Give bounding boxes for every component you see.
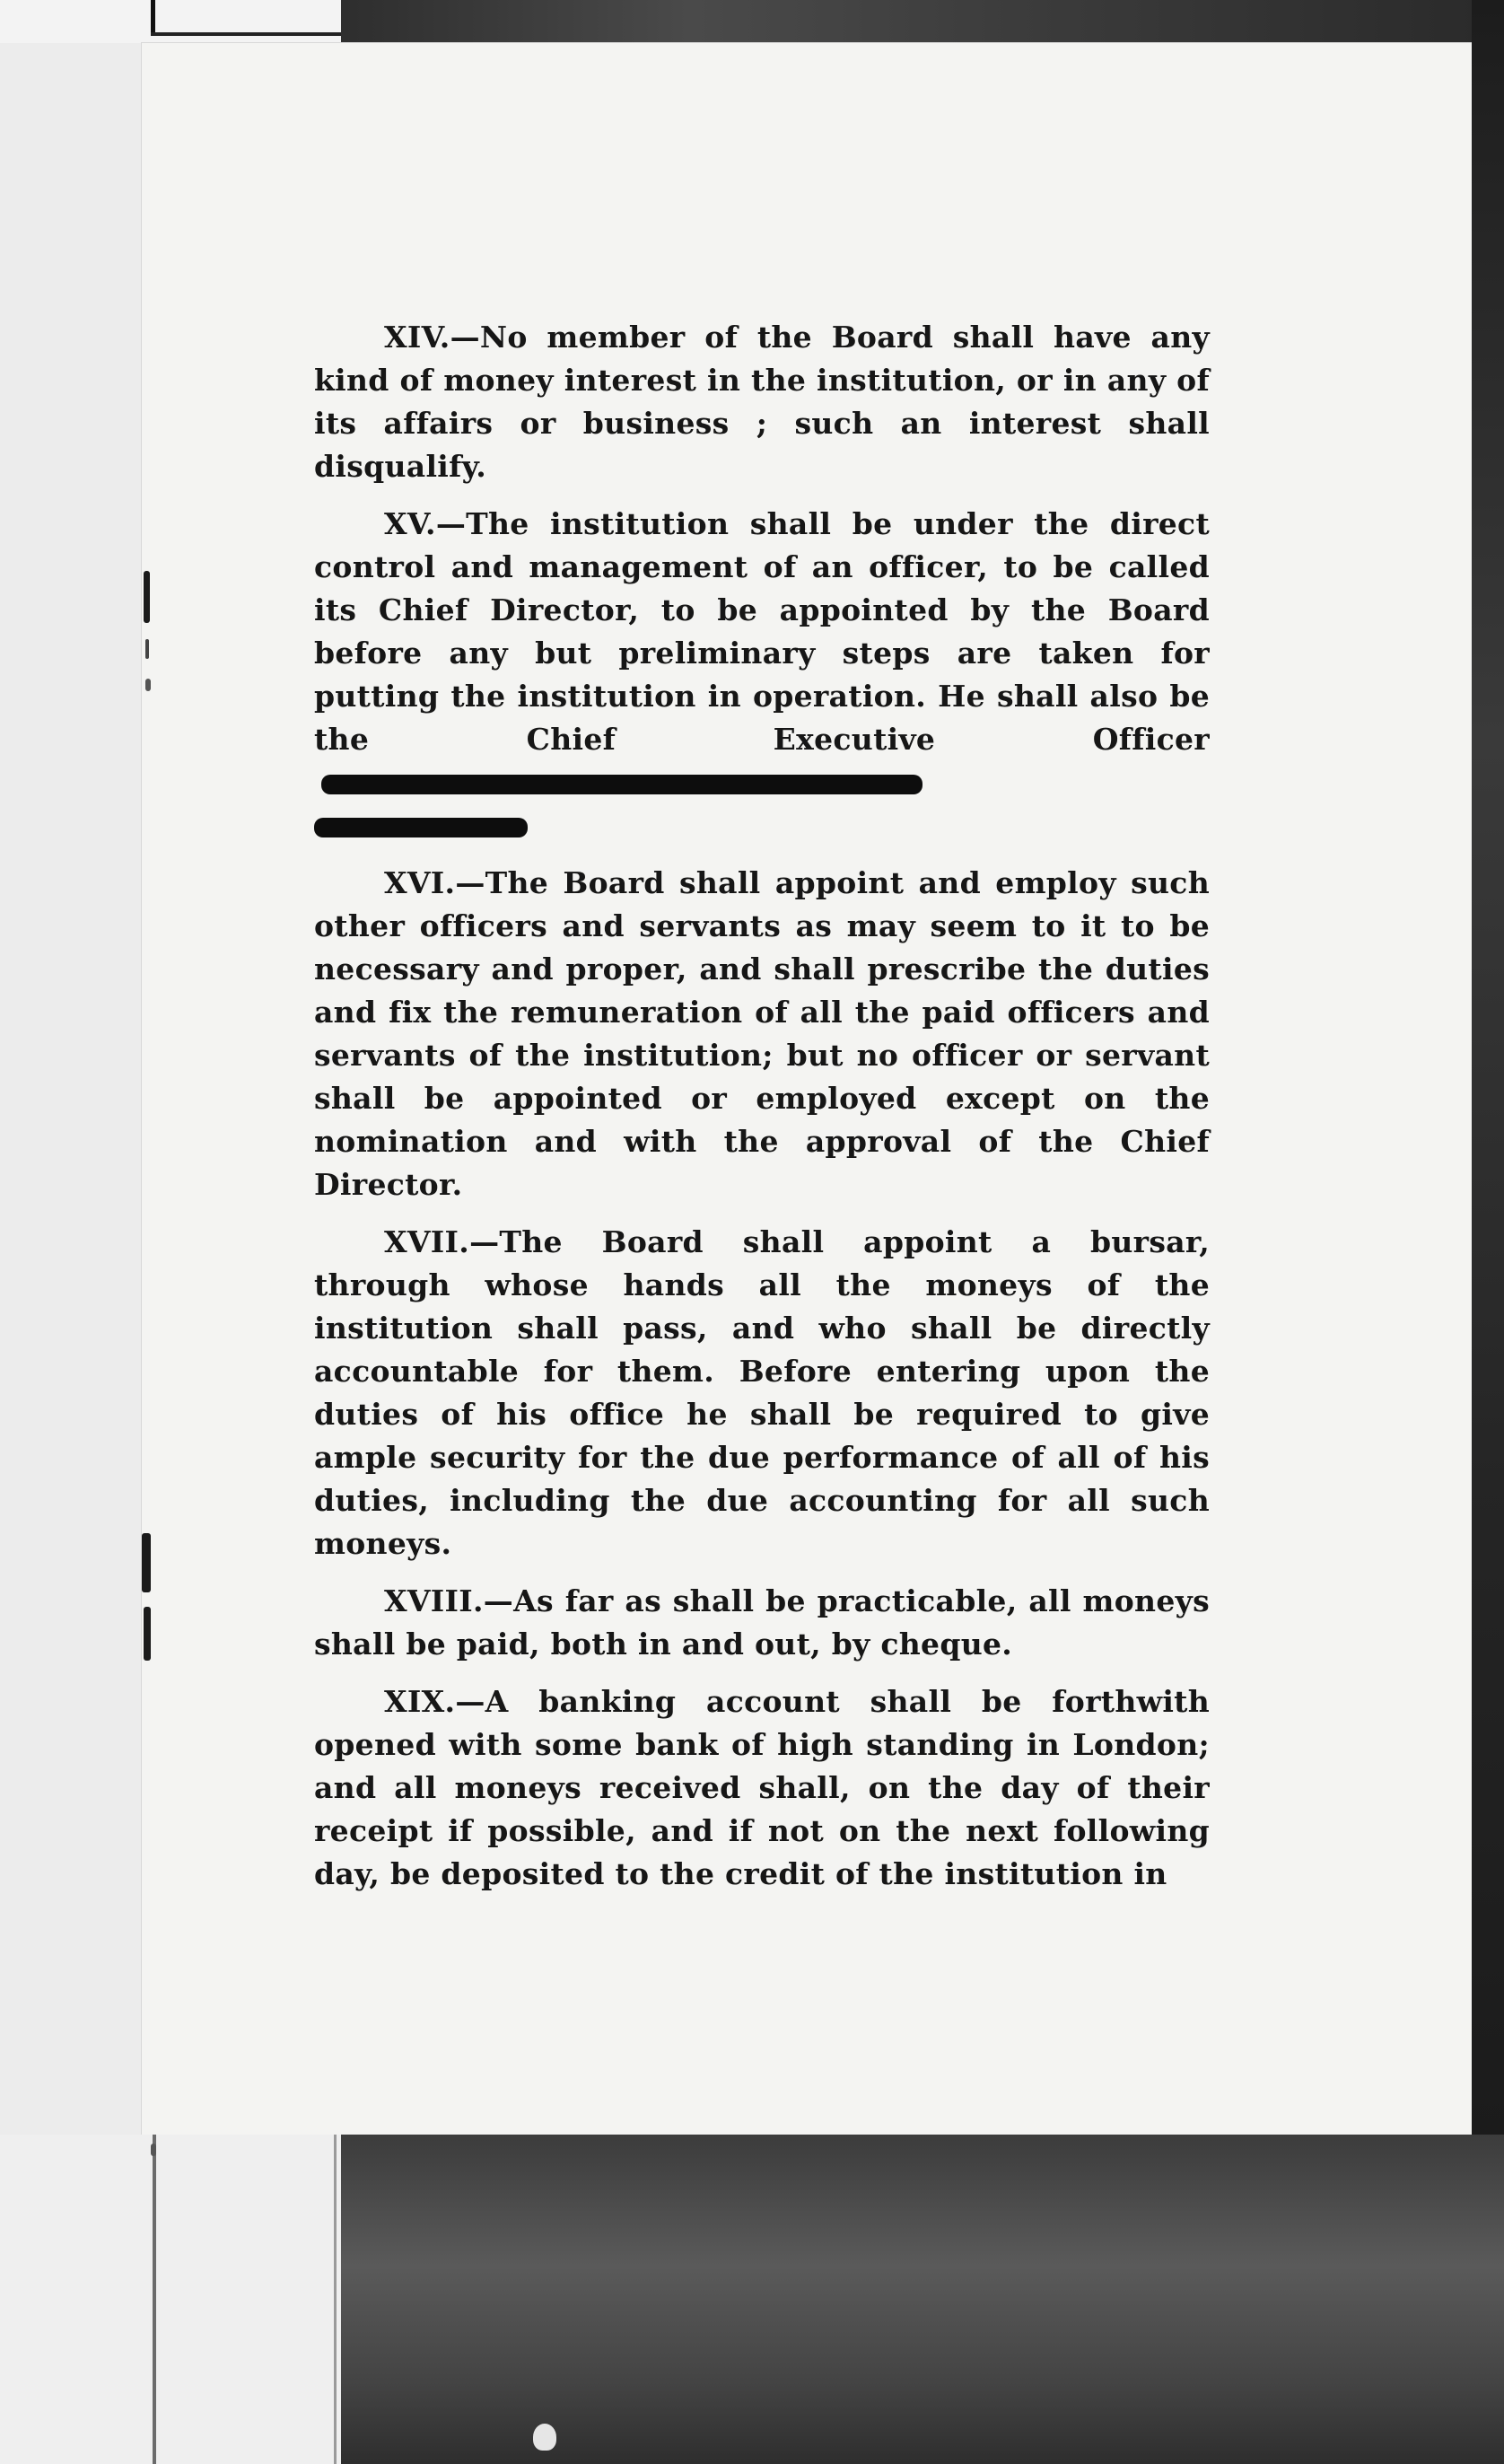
film-backing-top — [341, 0, 1504, 43]
redaction-mark — [314, 818, 528, 837]
redaction-mark — [321, 775, 923, 794]
margin-rule-top — [151, 0, 155, 34]
film-spot — [533, 2424, 556, 2451]
film-backing-right — [1472, 0, 1504, 2464]
clause-xvii-text: XVII.—The Board shall appoint a bursar, through whose hands all the moneys of the institution shall pass, and who shall be directly accountable for them. Before entering upon the duties of his office he shall be required to give ample security for the due performance of all of his duties, including the due accounting for all such moneys. — [314, 1224, 1210, 1561]
margin-rule-bottom-2 — [334, 2135, 337, 2464]
binding-mark — [144, 571, 150, 623]
clause-xviii — [314, 1580, 1210, 1666]
clause-xix — [314, 1680, 1210, 1896]
clause-xix-text: XIX.—A banking account shall be forthwith opened with some bank of high standing in London; and all moneys received shall, on the day of their receipt if possible, and if not on the next following day, be deposited to the credit of the institution in — [314, 1684, 1210, 1891]
clause-xvi-text: XVI.—The Board shall appoint and employ such other officers and servants as may seem to it to be necessary and proper, and shall prescribe the duties and fix the remuneration of all the paid officers and servants of the institution; but no officer or servant shall be appointed or employed except on the nomination and with the approval of the Chief Director. — [314, 865, 1210, 1202]
clause-xvi — [314, 862, 1210, 1206]
binding-mark — [144, 1607, 151, 1661]
page-margin-top-left — [0, 0, 341, 43]
clause-xv-text: XV.—The institution shall be under the direct control and management of an officer, to be called its Chief Director, to be appointed by the Board before any but preliminary steps are taken for putting the institution in operation. He shall also be the Chief Executive Officer — [314, 506, 1210, 757]
document-body — [314, 316, 1210, 1910]
film-backing-bottom — [341, 2135, 1504, 2464]
binding-mark — [151, 2144, 156, 2156]
margin-rule-bottom — [153, 2135, 156, 2464]
binding-mark — [145, 679, 151, 691]
clause-xviii-text: XVIII.—As far as shall be practicable, all moneys shall be paid, both in and out, by cheque. — [314, 1583, 1210, 1662]
binding-mark — [142, 1533, 151, 1592]
clause-xiv — [314, 316, 1210, 488]
clause-xv — [314, 503, 1210, 847]
clause-xiv-text: XIV.—No member of the Board shall have any kind of money interest in the institution, or in any of its affairs or business ; such an interest shall disqualify. — [314, 320, 1210, 484]
margin-rule-horizontal — [151, 32, 341, 36]
clause-xvii — [314, 1221, 1210, 1565]
binding-mark — [145, 639, 149, 659]
page-margin-bottom-left — [0, 2135, 341, 2464]
